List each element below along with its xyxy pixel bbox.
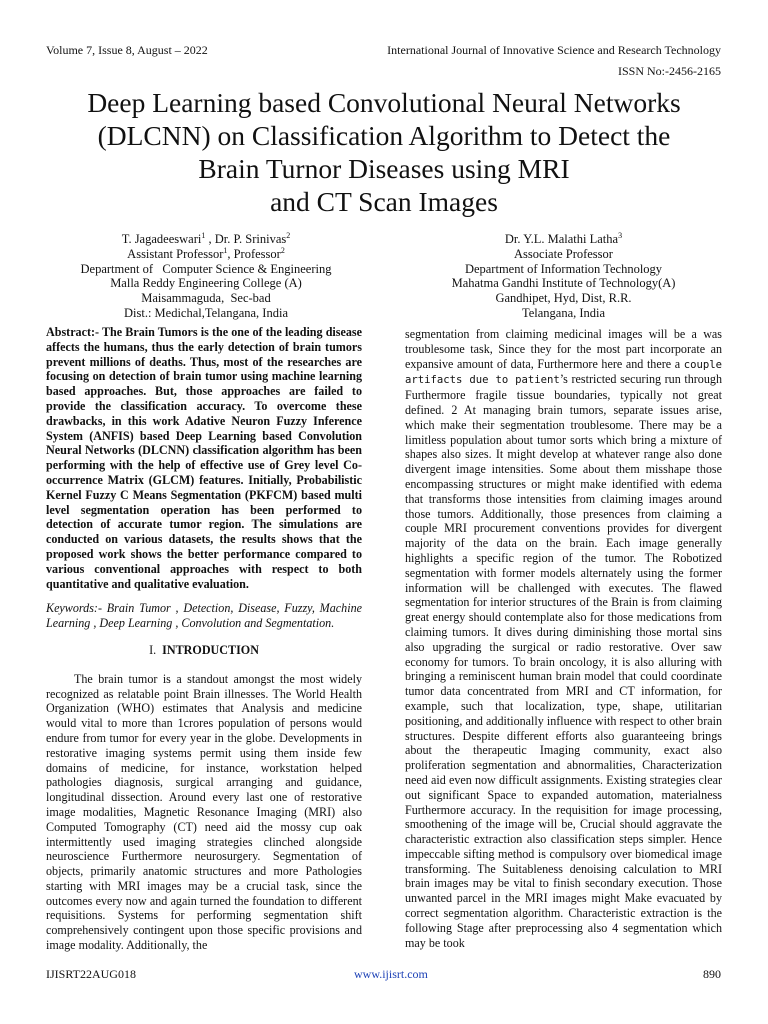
title-line: Deep Learning based Convolutional Neural Networks: [87, 87, 681, 118]
author-roles: Assistant Professor$^1$, Professor$^2$: [127, 245, 285, 261]
journal-name: International Journal of Innovative Science and Research Technology: [387, 43, 721, 57]
section-title: INTRODUCTION: [162, 642, 259, 657]
author-college: Malla Reddy Engineering College (A): [110, 276, 302, 291]
journal-link[interactable]: www.ijisrt.com: [354, 967, 428, 981]
author-state: Telangana, India: [521, 305, 606, 320]
author-role: Associate Professor: [514, 246, 613, 261]
paper-title: [30, 86, 738, 218]
author-district: Dist.: Medichal,Telangana, India: [123, 305, 288, 320]
author-college: Mahatma Gandhi Institute of Technology(A): [451, 276, 676, 291]
author-place: Gandhipet, Hyd, Dist, R.R.: [495, 291, 632, 306]
abstract: Abstract:- The Brain Tumors is the one of the leading disease affects the humans, thus the early detection of brain tumors prevent millions of deaths. Thus, most of the researches are focusing on detection of brain tumor using machine learning based approaches. But, those approaches are failed to provide the classification accuracy. To overcome these drawbacks, in this work Adative Neuron Fuzzy Inference System (ANFIS) based Deep Learning based Convolution Neural Networks (DLCNN) classification algorithm has been performing with the help of effective use of Grey level Co-occurrence Matrix (GLCM) features. Initially, Probabilistic Kernel Fuzzy C Means Segmentation (PKFCM) based multi level segmentation operation has been performed to detection of accurate tumor region. The simulations are conducted on various datasets, the results shows that the proposed work shows the better performance compared to various conventional approaches with respect to both quantitative and qualitative evaluation.: [46, 325, 362, 591]
title-line: (DLCNN) on Classification Algorithm to Detect the: [97, 120, 671, 151]
page-number: 890: [703, 967, 721, 981]
author-name: Dr. Y.L. Malathi Latha$^3$: [504, 231, 623, 246]
section-number: I.: [149, 642, 157, 657]
author-block-right: [405, 232, 722, 321]
right-column: [405, 327, 722, 950]
author-block-left: [46, 232, 366, 321]
title-line: Brain Turnor Diseases using MRI: [198, 153, 570, 184]
author-place: Maisammaguda, Sec-bad: [141, 291, 271, 306]
left-column: [46, 325, 362, 953]
volume-issue: Volume 7, Issue 8, August – 2022: [46, 43, 208, 57]
issn: ISSN No:-2456-2165: [617, 64, 721, 78]
author-department: Department of Information Technology: [464, 261, 663, 276]
section-heading: [46, 643, 362, 658]
introduction-paragraph: The brain tumor is a standout amongst the most widely recognized as relatable point Brain illnesses. The World Health Organization (WHO) estimates that Analysis and medicine would vital to more than 1crores population of persons would endure from tumor for every year in the globe. Developments in restorative imaging systems permit using them inside few domains of medicine, for instance, workstation helped pathologies diagnosis, surgical arranging and guidance, longitudinal dissection. Around every last one of restorative image modalities, Magnetic Resonance Imaging (MRI) also Computed Tomography (CT) need aid the mossy cup oak intermittently used imaging strategies clinched alongside neuroscience Furthermore neurosurgery. Segmentation of objects, primarily anatomic structures and more Pathologies starting with MRI images may be a crucial task, since the outcomes every now and again turned the foundation to different requisitions. Systems for performing segmentation shift comprehensively contingent upon those specific provisions and image modality. Additionally, the: [46, 671, 362, 953]
author-names: T. Jagadeeswari$^1$ , Dr. P. Srinivas$^2$: [121, 231, 291, 246]
title-line: and CT Scan Images: [270, 186, 498, 217]
paper-code: IJISRT22AUG018: [46, 967, 136, 981]
keywords: Keywords:- Brain Tumor , Detection, Disease, Fuzzy, Machine Learning , Deep Learning , Convolution and Segmentation.: [46, 601, 362, 631]
monospace-fragment: couple artifacts due to patient: [405, 358, 722, 387]
author-department: Department of Computer Science & Engineering: [80, 261, 332, 276]
body-paragraph: segmentation from claiming medicinal images will be a was troublesome task, Since they for the most part incorporate an expansive amount of data, Furthermore here and there a couple artifacts due to patient’s restricted securing run through Furthermore fragile tissue boundaries, typically not great defined. 2 At managing brain tumors, separate issues arise, which make their segmentation troublesome. There may be a limitless population about tumor sorts which bring a mixture of shapes also sizes. It might develop at whatever range also done divergent image intensities. Some about them misshape those encompassing structures or might make identified with edema that transforms those intensities from claiming images around those tumors. Additionally, those presences from claiming a couple MRI procurement conventions provides for divergent majority of the data on the brain. Each image generally highlights a specific region of the tumor. The Robotized segmentation with former models alternately using the former information will be challenged with executes. The flawed segmentation for interior structures of the Brain is from claiming great energy should contemplate also for those medications from claiming tumors. It dives during diminishing those mortal sins also upgrading the surgical or radio restorative. Over saw economy for tumors. To brain oncology, it is also alluring with bringing a reminiscent human brain model that could coordinate tumor data concentrated from MRI and CT information, for example, such that localization, type, shape, utilitarian positioning, and additionally influence with respect to other brain structures. Despite different efforts also guaranteeing brings about the therapeutic Imaging community, exact also proliferation segmentation and abnormalities, Characterization need aid even now difficult assignments. Existing strategies clear out significant Space to expanded automation, materialness Furthermore accuracy. In the requisition for image processing, smoothening of the image will be, Crucial should aggravate the characteristic extraction also classification steps simpler. Hence impeccable sifting method is compulsory over biomedical image transforming. The Suitableness denoising calculation to MRI brain images may be vital to finish secondary execution. Those unwanted parcel in the MRI images might Make evacuated by correct segmentation algorithm. Characteristic extraction is the following Stage after preprocessing also 4 segmentation which may be took: [405, 327, 722, 950]
